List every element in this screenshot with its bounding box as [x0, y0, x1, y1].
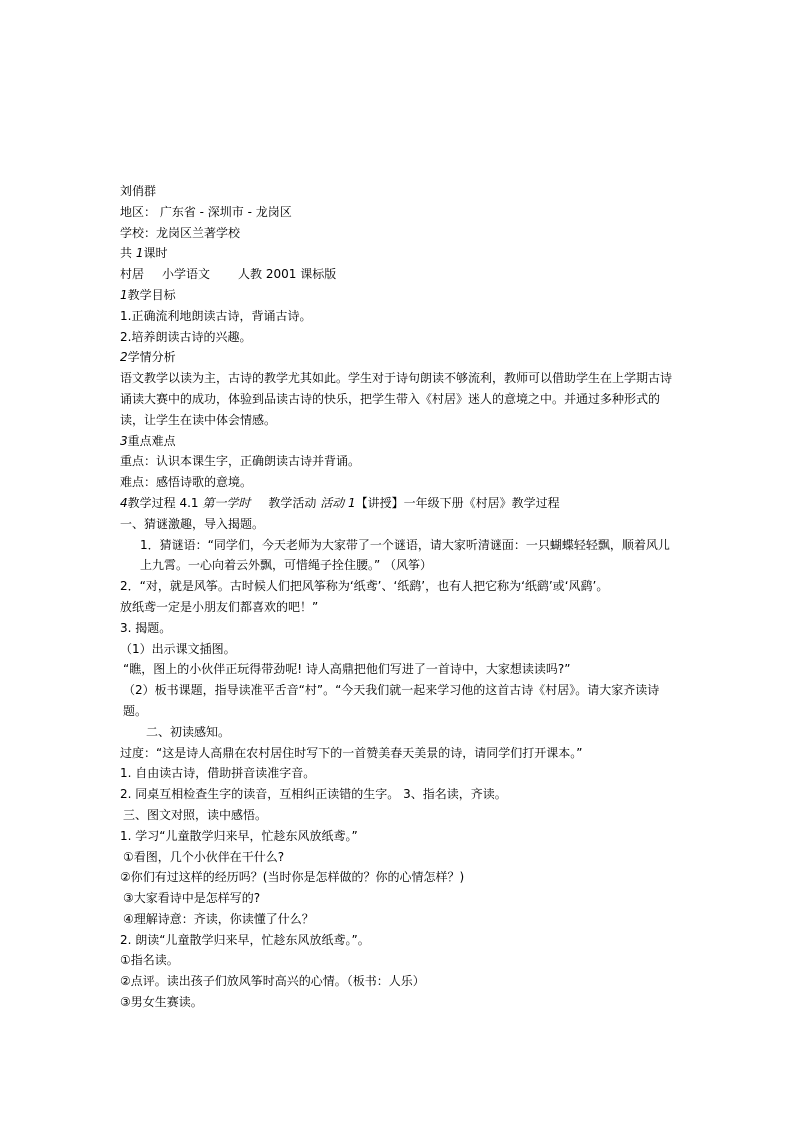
- section-heading-goals: [120, 285, 680, 306]
- region-line: [120, 202, 680, 223]
- lesson-subject: 小学语文: [162, 267, 211, 282]
- goal-item: 1.正确流利地朗读古诗，背诵古诗。: [120, 308, 312, 323]
- reading-item: ③男女生赛读。: [120, 995, 203, 1010]
- section-title: 学情分析: [127, 350, 176, 365]
- difficulty-point: 难点：感悟诗歌的意境。: [120, 475, 253, 490]
- step-heading: 三、图文对照，读中感悟。: [123, 807, 268, 822]
- kite-paragraph: 2．“对，就是风筝。古时候人们把风筝称为‘纸鸢’、‘纸鹞’，也有人把它称为‘纸鹞’或‘风鹞’。: [120, 579, 609, 594]
- read-step: 1. 自由读古诗，借助拼音读准字音。: [120, 766, 316, 781]
- section-heading-process: [120, 493, 680, 514]
- school-line: 学校：龙岗区兰著学校: [120, 225, 241, 240]
- substep-show-picture: （1）出示课文插图。: [120, 641, 236, 656]
- author-name: 刘俏群: [120, 184, 157, 198]
- question-item: ④理解诗意：齐读，你读懂了什么？: [123, 911, 314, 926]
- read-aloud-step: 2. 朗读“儿童散学归来早，忙趁东风放纸鸢。”。: [120, 932, 370, 947]
- study-step: 1. 学习“儿童散学归来早，忙趁东风放纸鸢。”: [120, 828, 358, 843]
- document-body: [120, 181, 680, 1013]
- lesson-info-line: [120, 264, 680, 285]
- region-label: 地区：: [120, 204, 157, 219]
- section-number: 2: [120, 350, 128, 365]
- step-heading: 二、初读感知。: [146, 724, 231, 739]
- section-heading-keypoints: [120, 431, 680, 452]
- section-number: 4: [120, 495, 128, 510]
- activity-description: 【讲授】一年级下册《村居》教学过程: [355, 495, 560, 510]
- step-heading: 一、猜谜激趣，导入揭题。: [120, 516, 265, 531]
- section-heading-analysis: [120, 347, 680, 368]
- analysis-paragraph: 语文教学以读为主，古诗的教学尤其如此。学生对于诗句朗读不够流利，教师可以借助学生在上学期古诗诵读大赛中的成功，体验到品读古诗的快乐，把学生带入《村居》迷人的意境之中。并通过多种形式的读，让学生在读中体会情感。: [120, 371, 673, 427]
- section-title: 教学目标: [127, 287, 176, 302]
- reading-item: ②点评。读出孩子们放风筝时高兴的心情。（板书：人乐）: [120, 974, 425, 989]
- activity-number: 活动 1: [320, 495, 356, 510]
- question-item: ②你们有过这样的经历吗？(当时你是怎样做的？你的心情怎样？): [120, 870, 465, 885]
- section-number: 3: [120, 433, 128, 448]
- goal-item: 2.培养朗读古诗的兴趣。: [120, 329, 252, 344]
- section-number: 1: [120, 287, 128, 302]
- lesson-title: 村居: [120, 267, 145, 282]
- question-item: ①看图，几个小伙伴在干什么?: [123, 849, 285, 864]
- region-value: 广东省 - 深圳市 - 龙岗区: [156, 204, 292, 219]
- riddle-paragraph: 1．猜谜语：“同学们，今天老师为大家带了一个谜语，请大家听清谜面：一只蝴蝶轻轻飘，顺着风儿上九霄。一心向着云外飘，可惜绳子拴住腰。” （风筝）: [140, 537, 670, 573]
- transition-paragraph: 过度：“这是诗人高鼎在农村居住时写下的一首赞美春天美景的诗，请同学们打开课本。”: [120, 745, 583, 760]
- key-point: 重点：认识本课生字，正确朗读古诗并背诵。: [120, 454, 361, 469]
- hours-number: 1: [135, 246, 144, 261]
- first-hour-label: 第一学时: [202, 495, 251, 510]
- activity-label: 教学活动: [268, 495, 321, 510]
- read-step: 2. 同桌互相检查生字的读音，互相纠正读错的生字。 3、指名读，齐读。: [120, 787, 507, 802]
- teacher-quote: “瞧，图上的小伙伴正玩得带劲呢! 诗人高鼎把他们写进了一首诗中，大家想读读吗?”: [123, 662, 571, 677]
- hours-line: [120, 243, 680, 264]
- lesson-edition: 人教 2001 课标版: [238, 267, 337, 282]
- substep-write-title: （2）板书课题，指导读准平舌音“村”。“今天我们就一起来学习他的这首古诗《村居》。请大家齐读诗题。: [123, 683, 660, 718]
- section-title: 重点难点: [127, 433, 176, 448]
- section-title: 教学过程 4.1: [127, 495, 203, 510]
- question-item: ③大家看诗中是怎样写的?: [123, 891, 261, 906]
- hours-suffix: 课时: [143, 246, 168, 261]
- reveal-title-step: 3. 揭题。: [120, 620, 172, 635]
- hours-prefix: 共: [120, 246, 136, 261]
- kite-paragraph-cont: 放纸鸢一定是小朋友们都喜欢的吧！”: [120, 599, 319, 614]
- reading-item: ①指名读。: [120, 953, 179, 968]
